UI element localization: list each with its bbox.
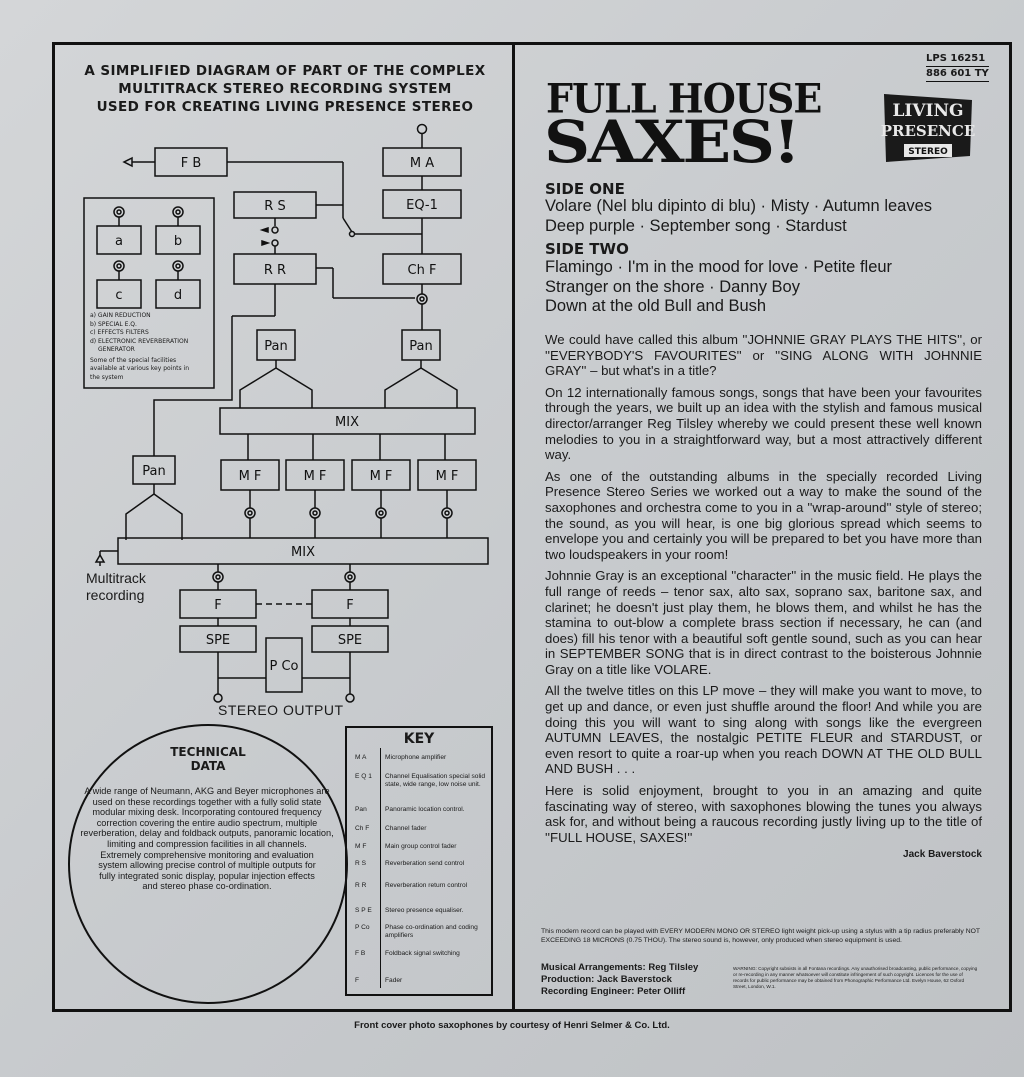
credit-line: Recording Engineer: Peter Olliff [541,986,686,997]
mf-label-4: M F [435,469,459,484]
logo-line3: STEREO [908,147,948,157]
pan-right-label: Pan [409,339,433,354]
ma-label: M A [409,156,435,171]
author-signature: Jack Baverstock [903,849,982,861]
logo-line2: PRESENCE [880,122,976,140]
pan-left-label: Pan [264,339,288,354]
catalog-number: LPS 16251 886 601 TY [926,52,989,82]
technical-data-title: TECHNICAL DATA [170,745,246,773]
liner-paragraph: Johnnie Gray is an exceptional ''character'' in the music field. He plays the full range of reeds – tenor sax, alto sax, soprano sax, baritone sax, and clarinet; he doesn't just play them, he blows them, and whilst he has the stamina to out-blow a complete brass section if necessary, he can (and does) fill his tenor with a beautiful soft gentle sound, such as you can hear in SEPTEMBER SONG that is in direct contrast to the boisterous Johnnie Gray on a title like VOLARE. [545,568,982,677]
technical-data-body: A wide range of Neumann, AKG and Beyer microphones are used on these recordings together with a fully solid state modular mixing desk. Incorporating contoured frequency correction covering the entire audio spectrum, multiple reverberation, delay and foldback outputs, panoramic location, limiting and compression facilities in all channels. Extremely comprehensive monitoring and evaluation system allowing precise control of multiple outputs for fully integrated sonic display, popular injection effects and stereo phase co-ordination. [80,786,334,892]
facility-item: b) SPECIAL E.Q. [90,320,137,328]
album-title-line1: FULL HOUSE [546,74,822,123]
side-two-tracks [545,258,892,317]
liner-paragraph: As one of the outstanding albums in the specially recorded Living Presence Stereo Series we worked out a way to make the sound of the saxophones and orchestra come to you in a ''wrap-around'' style of stereo; the sound, as you will hear, is one big glorious spread which seems to envelope you and certainly you will be prepared to bet you have more than two loudspeakers in your room! [545,468,982,562]
logo-line1: LIVING [892,101,964,121]
album-title-line2: SAXES! [544,108,799,176]
facility-a-label: a [115,234,123,249]
facility-b-label: b [173,234,183,249]
photo-credit-footer: Front cover photo saxophones by courtesy of Henri Selmer & Co. Ltd. [354,1020,670,1031]
liner-notes [545,332,982,863]
pan-far-label: Pan [142,464,166,479]
fb-label: F B [180,156,202,171]
key-title: KEY [403,731,435,747]
mix-top-label: MIX [335,415,359,430]
facility-item: c) EFFECTS FILTERS [90,329,149,336]
side-one-tracks [545,197,932,236]
mf-label-3: M F [369,469,393,484]
f-right-label: F [346,598,354,613]
multitrack-recording-label: Multitrack recording [86,570,146,603]
liner-paragraph: Here is solid enjoyment, brought to you in an amazing and quite fascinating way of stereo, with saxophones blowing the tunes you always ask for, and without being a raucous recording justly living up to the title of ''FULL HOUSE, SAXES!'' [545,783,982,845]
credits [541,962,698,998]
credit-line: Production: Jack Baverstock [541,974,672,985]
track-line: Flamingo · I'm in the mood for love · Petite fleur [545,258,893,276]
rs-label: R S [264,199,286,214]
spe-right-label: SPE [337,633,363,648]
side-one-heading: SIDE ONE [545,180,625,198]
mf-label-1: M F [238,469,262,484]
copyright-warning: WARNING: Copyright subsists in all Fontana recordings. Any unauthorised broadcasting, public performance, copying or re-recording in any manner whatsoever will constitute infringement of such copyright. Licences for the use of records for public performance may be obtained from Phonographic Performance Ltd. Evelyn House, 62 Oxford Street, London, W.1. [733,966,978,989]
chf-label: Ch F [407,263,437,278]
diagram-title-line: A SIMPLIFIED DIAGRAM OF PART OF THE COMPLEX [84,63,486,79]
credit-line: Musical Arrangements: Reg Tilsley [541,962,699,973]
spe-left-label: SPE [205,633,231,648]
facility-item: GENERATOR [98,346,135,353]
track-line: Stranger on the shore · Danny Boy [545,277,800,296]
diagram-title-line: MULTITRACK STEREO RECORDING SYSTEM [118,81,452,97]
living-presence-logo [880,92,976,166]
f-left-label: F [214,598,222,613]
liner-paragraph: All the twelve titles on this LP move – they will make you want to move, to get up and dance, or even just shuffle around the floor! And while you are doing this you will want to sing along with songs like the evergreen AUTUMN LEAVES, the nostalgic PETITE FLEUR and STARDUST, or even resort to quite a roar-up when you reach DOWN AT THE OLD BULL AND BUSH . . . [545,683,982,777]
rr-label: R R [263,263,287,278]
liner-paragraph: We could have called this album ''JOHNNIE GRAY PLAYS THE HITS'', or ''EVERYBODY'S FAVOURITES'' or ''SING ALONG WITH JOHNNIE GRAY'' – but what's in a title? [545,332,982,379]
facilities-note: Some of the special facilities available at various key points in the system [90,356,190,381]
mf-label-2: M F [303,469,327,484]
mix-bottom-label: MIX [291,545,315,560]
side-two-heading: SIDE TWO [545,240,629,258]
microphone-input-icon [418,125,427,134]
stereo-output-label: STEREO OUTPUT [218,702,344,718]
facility-d-label: d [173,288,183,303]
facility-item: d) ELECTRONIC REVERBERATION [90,337,189,345]
track-line: Volare (Nel blu dipinto di blu) · Misty · Autumn leaves [545,197,933,215]
facility-item: a) GAIN REDUCTION [90,312,151,319]
track-line: Deep purple · September song · Stardust [545,216,847,235]
facility-c-label: c [115,288,123,303]
playback-note: This modern record can be played with EVERY MODERN MONO OR STEREO light weight pick-up using a stylus with a tip radius preferably NOT EXCEEDING 18 MICRONS (0.75 THOU). The stereo sound is, however, only produced when stereo equipment is used. [541,928,980,944]
facilities-legend [90,312,210,382]
liner-paragraph: On 12 internationally famous songs, songs that have been your favourites through the years, we built up an idea with the stylish and famous musical director/arranger Reg Tilsley whereby we could present these well known melodies to you in a straightforward way, but a most attractively different way. [545,384,982,463]
pco-label: P Co [269,659,299,674]
diagram-title-line: USED FOR CREATING LIVING PRESENCE STEREO [96,99,474,115]
eq1-label: EQ-1 [406,198,438,213]
track-line: Down at the old Bull and Bush [545,297,767,315]
